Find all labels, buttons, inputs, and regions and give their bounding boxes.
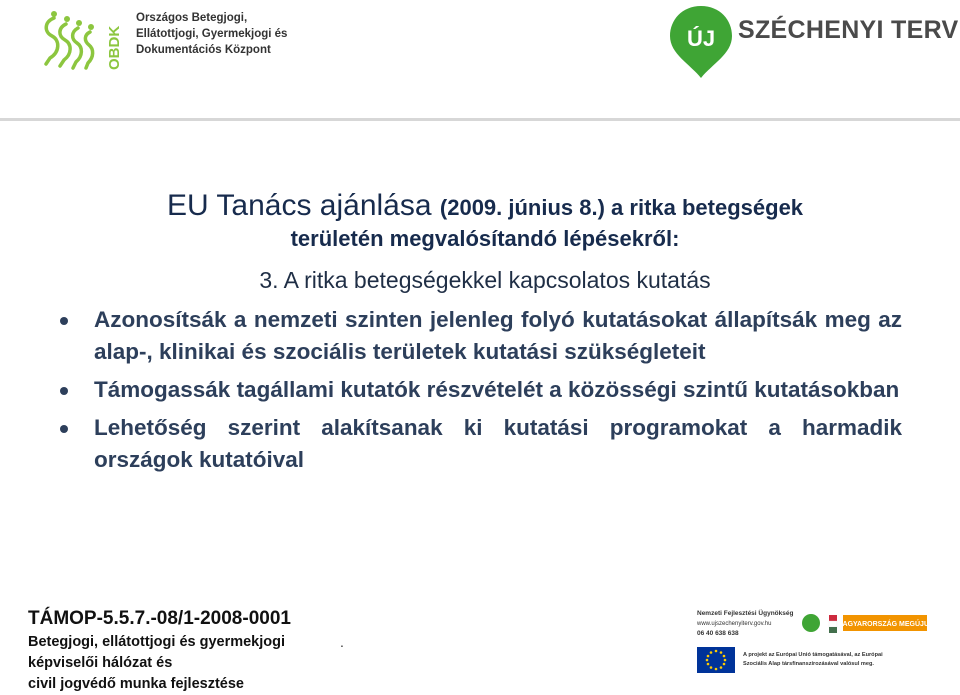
szechenyi-name: SZÉCHENYI TERV xyxy=(738,16,959,44)
obdk-name-line: Dokumentációs Központ xyxy=(136,44,271,56)
bullet-icon xyxy=(60,425,68,433)
list-item xyxy=(60,412,902,476)
szechenyi-pin-icon xyxy=(666,2,736,82)
eu-funding-line: A projekt az Európai Unió támogatásával, az Európai xyxy=(743,652,883,658)
list-item-text: Azonosítsák a nemzeti szinten jelenleg folyó kutatásokat állapítsák meg az alap-, klinikai és szociális területek kutatási szükségleteit xyxy=(94,307,902,364)
list-item-text: Támogassák tagállami kutatók részvételét a közösségi szintű kutatásokban xyxy=(94,377,900,402)
title-main: EU Tanács ajánlása xyxy=(166,189,432,222)
project-footer xyxy=(28,606,291,695)
obdk-name xyxy=(136,10,287,58)
project-line: civil jogvédő munka fejlesztése xyxy=(28,676,244,692)
title-line-1 xyxy=(60,188,910,226)
section-subtitle: 3. A ritka betegségekkel kapcsolatos kutatás xyxy=(259,267,711,293)
agency-phone: 06 40 638 638 xyxy=(697,630,739,637)
bullet-list xyxy=(60,304,902,482)
project-line: Betegjogi, ellátottjogi és gyermekjogi xyxy=(28,634,286,650)
list-item xyxy=(60,374,902,406)
list-item-text: Lehetőség szerint alakítsanak ki kutatási programokat a harmadik országok kutatóival xyxy=(94,415,902,472)
project-code: TÁMOP-5.5.7.-08/1-2008-0001 xyxy=(28,608,291,629)
obdk-name-line: Ellátottjogi, Gyermekjogi és xyxy=(136,28,288,40)
obdk-vertical-label xyxy=(101,12,129,72)
szechenyi-mini-icon xyxy=(802,614,820,632)
title-line-2: területén megvalósítandó lépésekről: xyxy=(290,226,680,251)
agency-name: Nemzeti Fejlesztési Ügynökség xyxy=(697,610,794,617)
project-line: képviselői hálózat és xyxy=(28,655,173,671)
agency-site: www.ujszechenyiterv.gov.hu xyxy=(697,621,772,627)
obdk-vertical-text: OBDK xyxy=(106,25,123,70)
page-title xyxy=(60,188,910,254)
eu-funding-line: Szociális Alap társfinanszírozásával valósul meg. xyxy=(743,661,874,667)
header-divider xyxy=(0,118,960,121)
funding-badge xyxy=(683,603,933,685)
header xyxy=(0,0,960,92)
szechenyi-uj-text: ÚJ xyxy=(686,26,716,51)
list-item xyxy=(60,304,902,368)
bullet-icon xyxy=(60,317,68,325)
title-date: (2009. június 8.) a ritka betegségek xyxy=(439,195,804,220)
obdk-name-line: Országos Betegjogi, xyxy=(136,12,248,24)
funding-badge-graphic xyxy=(683,603,933,685)
slogan-text: MAGYARORSZÁG MEGÚJUL xyxy=(836,621,933,628)
bullet-icon xyxy=(60,387,68,395)
footer-period: . xyxy=(340,634,344,650)
